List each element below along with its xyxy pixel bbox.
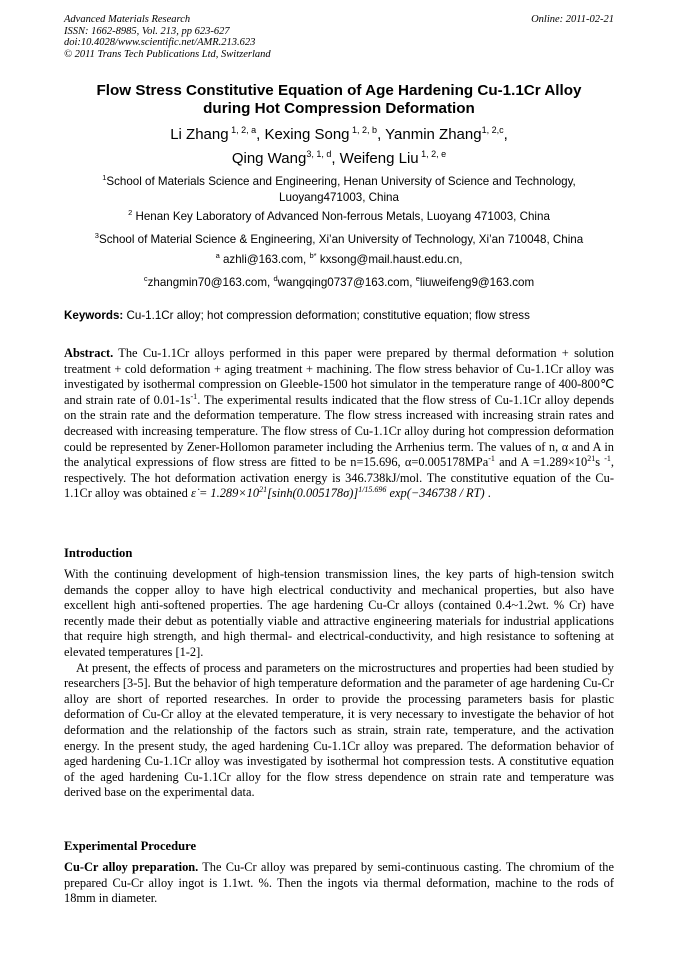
author-name: Li Zhang (170, 126, 229, 143)
keywords (64, 308, 614, 324)
keywords-label: Keywords: (64, 309, 124, 322)
journal-name: Advanced Materials Research (64, 14, 191, 25)
author-name: , Yanmin Zhang (377, 126, 482, 143)
author-sup: 3, 1, d (306, 149, 332, 159)
author-name: Qing Wang (231, 150, 307, 167)
keywords-text: Cu-1.1Cr alloy; hot compression deformation; constitutive equation; flow stress (123, 309, 530, 322)
email-line-1: $^a$ azhli@163.com, $^{b*}$ kxsong@mail.haust.edu.cn, (215, 251, 463, 266)
copyright-line: © 2011 Trans Tech Publications Ltd, Switzerland (64, 48, 271, 60)
abstract-label: Abstract. (64, 346, 114, 360)
experimental-subheading: Cu-Cr alloy preparation. (64, 860, 199, 874)
title-line-1: Flow Stress Constitutive Equation of Age Hardening Cu-1.1Cr Alloy (96, 82, 582, 99)
author-sup: 1, 2, b (352, 125, 378, 135)
author-sup: 1, 2, e (421, 149, 447, 159)
author-line-2 (64, 147, 614, 171)
author-line-1: Li Zhang $^{1, 2, a}$, Kexing Song $^{1, 2, b}$, Yanmin Zhang$^{1, 2,c}$, (170, 125, 508, 143)
email-d: wangqing0737@163.com, (277, 276, 416, 289)
author-name: , Weifeng Liu (331, 150, 419, 167)
introduction-heading: Introduction (64, 546, 133, 560)
author-sup: 1, 2, a (231, 125, 257, 135)
experimental-heading: Experimental Procedure (64, 839, 197, 853)
intro-paragraph-2: At present, the effects of process and parameters on the microstructures and properties had been studied by researchers [3-5]. But the behavior of high temperature deformation and the parameter of age hardening Cu-Cr alloy are short of reported researches. In order to provide the processing parameters basis for plastic deformation of Cu-Cr alloy at the elevated temperature, it is very necessary to investigate the behavior of hot deformation and the relationship of the factors such as strain, strain rate, temperature, and the activation energy. In the present study, the aged hardening Cu-1.1Cr alloy was prepared. The deformation behavior of aged hardening Cu-1.1Cr alloy was investigated by isothermal hot compression tests. A constitutive equation of the aged hardening Cu-1.1Cr alloy for the flow stress dependence on strain rate and temperature was derived base on the experimental data. (64, 660, 614, 800)
paper-title (64, 82, 614, 118)
affiliation-3: $^3$School of Material Science & Engineering, Xi’an University of Technology, Xi’an 710048, China (94, 231, 584, 246)
author-name: , Kexing Song (256, 126, 350, 143)
email-a: azhli@163.com, (219, 253, 310, 266)
constitutive-equation: ε̇ = $1.289\times 10^{21}[\sinh(0.005178\sigma)]^{1/15.696}$ exp(−346738 / RT) (190, 485, 485, 501)
email-line-2: $^c$zhangmin70@163.com, $^d$wangqing0737@163.com, $^e$liuweifeng9@163.com (143, 274, 535, 289)
abstract: Abstract. The Cu-1.1Cr alloys performed in this paper were prepared by thermal deformation + solution treatment + cold deformation + aging treatment + machining. The flow stress behavior of Cu-1.1Cr alloy was investigated by isothermal compression on Gleeble-1500 hot simulator in the temperature range of 400-800℃ and strain rate of $0.01-1s^{-1}$. The experimental results indicated that the flow stress of Cu-1.1Cr alloy depends on the strain rate and the deformation temperature. The flow stress increased with increasing strain rates and decreased with increasing temperature. The flow stress of Cu-1.1Cr alloy during hot compression deformation could be represented by Zener-Hollomon parameter including the Arrhenius term. The values of n, α and A in the analytical expressions of flow stress are fitted to be n=15.696, α=0.005178MPa$^{-1}$ and $A =1.289\times 10^{21}s$ $^{-1}$, respectively. The hot deformation activation energy is 346.738kJ/mol. The constitutive equation of the Cu-1.1Cr alloy was obtained ε̇ = $1.289\times 10^{21}[\sinh(0.005178\sigma)]^{1/15.696}$ exp(−346738 / RT) . (64, 346, 615, 501)
intro-paragraph-1: With the continuing development of high-tension transmission lines, the key parts of high-tension switch demands the copper alloy to have high electrical conductivity and mechanical properties, but also have excellent high anti-softened properties. The age hardening Cu-Cr alloys (contained 0.4~1.2wt. % Cr) have recently made their debut as potentially viable and attractive engineering materials for industrial applications that require high strength, and high thermal- and electrical-conductivity, and high resistance to softening at elevated temperatures [1-2]. (64, 567, 614, 659)
author-list (64, 123, 614, 171)
affiliation-2: $^2$ Henan Key Laboratory of Advanced Non-ferrous Metals, Luoyang 471003, China (128, 208, 550, 223)
email-b: kxsong@mail.haust.edu.cn, (316, 253, 463, 266)
online-date: Online: 2011-02-21 (531, 14, 614, 25)
journal-header (64, 14, 614, 60)
doi-line: doi:10.4028/www.scientific.net/AMR.213.623 (64, 37, 256, 48)
title-line-2: during Hot Compression Deformation (203, 100, 475, 117)
author-sup: 1, 2,c (481, 125, 504, 135)
issn-line: ISSN: 1662-8985, Vol. 213, pp 623-627 (64, 25, 230, 37)
affiliation-1: $^1$School of Materials Science and Engineering, Henan University of Science and Technology, Luoyang471003, China (102, 173, 576, 204)
introduction-body (64, 567, 614, 801)
email-c: zhangmin70@163.com, (147, 276, 274, 289)
experimental-body: Cu-Cr alloy preparation. The Cu-Cr alloy was prepared by semi-continuous casting. The chromium of the prepared Cu-Cr alloy ingot is 1.1wt. %. Then the ingots via thermal deformation, machine to the rods of 18mm in diameter. (64, 860, 614, 906)
email-e: liuweifeng9@163.com (419, 276, 535, 289)
